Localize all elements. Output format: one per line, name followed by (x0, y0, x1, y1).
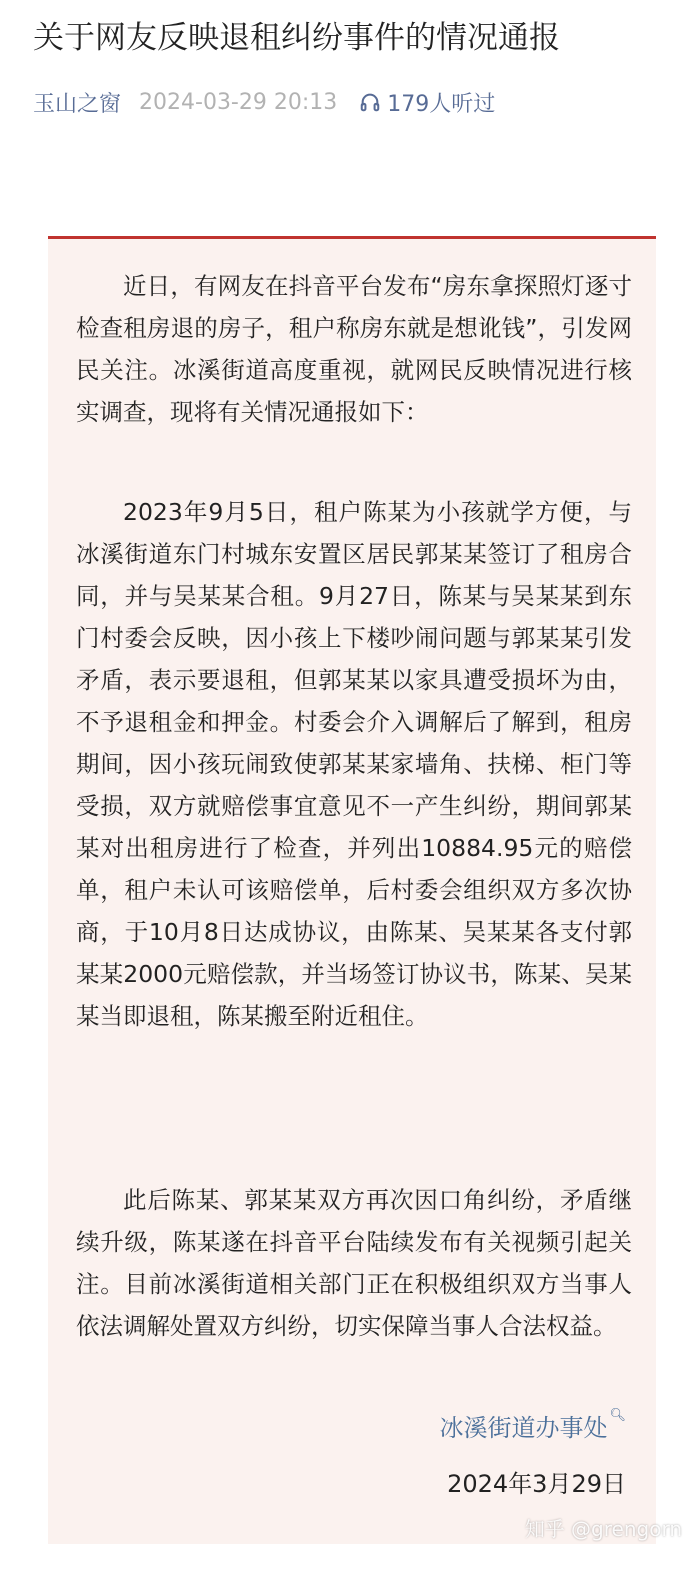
sign-date: 2024年3月29日 (447, 1470, 626, 1498)
source-account-link[interactable]: 玉山之窗 (33, 91, 122, 117)
signature (439, 1407, 626, 1449)
search-icon: 🔍︎ (609, 1408, 626, 1423)
listen-count: 179人听过 (387, 91, 496, 117)
notice-paragraph-1: 近日，有网友在抖音平台发布“房东拿探照灯逐寸检查租房退的房子，租户称房东就是想讹钱”，引发网民关注。冰溪街道高度重视，就网民反映情况进行核实调查，现将有关情况通报如下： (76, 272, 632, 426)
publish-datetime: 2024-03-29 20:13 (139, 89, 338, 115)
notice-paragraph-3: 此后陈某、郭某某双方再次因口角纠纷，矛盾继续升级，陈某遂在抖音平台陆续发布有关视频引起关注。目前冰溪街道相关部门正在积极组织双方当事人依法调解处置双方纠纷，切实保障当事人合法权益。 (76, 1186, 632, 1340)
article-title: 关于网友反映退租纠纷事件的情况通报 (33, 20, 560, 56)
listen-button[interactable] (359, 87, 495, 118)
notice-paragraph-2: 2023年9月5日，租户陈某为小孩就学方便，与冰溪街道东门村城东安置区居民郭某某签订了租房合同，并与吴某某合租。9月27日，陈某与吴某某到东门村委会反映，因小孩上下楼吵闹问题与郭某某引发矛盾，表示要退租，但郭某某以家具遭受损坏为由，不予退租金和押金。村委会介入调解后了解到，租房期间，因小孩玩闹致使郭某某家墙角、扶梯、柜门等受损，双方就赔偿事宜意见不一产生纠纷，期间郭某某对出租房进行了检查，并列出10884.95元的赔偿单，租户未认可该赔偿单，后村委会组织双方多次协商，于10月8日达成协议，由陈某、吴某某各支付郭某某2000元赔偿款，并当场签订协议书，陈某、吴某某当即退租，陈某搬至附近租住。 (76, 498, 632, 1030)
notice-card (48, 236, 656, 1544)
watermark: 知乎 @grengorn (524, 1517, 682, 1541)
article-meta (33, 84, 495, 120)
signature-text[interactable]: 冰溪街道办事处 (439, 1414, 608, 1442)
headphones-icon (359, 91, 381, 113)
